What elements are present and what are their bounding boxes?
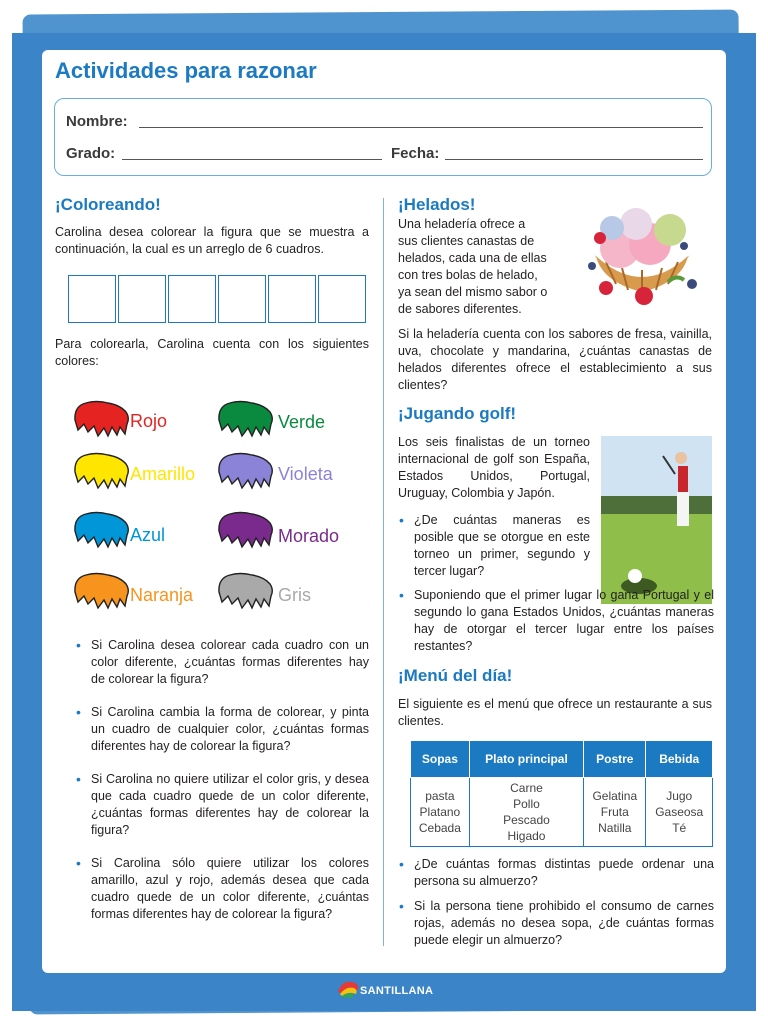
- square: [318, 275, 366, 323]
- menu-col-header: Sopas: [411, 741, 470, 778]
- golf-intro: Los seis finalistas de un torneo internacional de golf son España, Estados Unidos, Portugal, Uruguay, Colombia y Japón.: [398, 435, 590, 500]
- square: [218, 275, 266, 323]
- square: [168, 275, 216, 323]
- ice-cream-basket-image: [572, 200, 712, 312]
- color-swatch-verde: [216, 400, 274, 438]
- santillana-logo-icon: [336, 976, 362, 1000]
- color-label-azul: Azul: [130, 525, 166, 545]
- color-swatch-violeta: [216, 452, 274, 490]
- color-swatch-amarillo: [72, 452, 130, 490]
- square: [268, 275, 316, 323]
- color-label-naranja: Naranja: [130, 585, 194, 605]
- nombre-field[interactable]: [139, 127, 703, 128]
- color-swatch-gris: [216, 572, 274, 610]
- square: [68, 275, 116, 323]
- list-item: • Si la persona tiene prohibido el consumo de carnes rojas, además no desea sopa, ¿de cuántas formas puede elegir un almuerzo?: [399, 898, 714, 947]
- menu-cell: pasta Platano Cebada: [411, 778, 470, 847]
- list-item: • ¿De cuántas maneras es posible que se otorgue en este torneo un primer, segundo y tercer lugar?: [399, 512, 590, 578]
- list-item: • Si Carolina desea colorear cada cuadro con un color diferente, ¿cuántas formas diferentes hay de colorear la figura?: [76, 637, 369, 686]
- list-item: • Si Carolina no quiere utilizar el color gris, y desea que cada cuadro quede de un color diferente, ¿cuántas formas diferentes hay de colorear la figura?: [76, 771, 369, 837]
- menu-questions: [398, 856, 714, 949]
- menu-col-header: Plato principal: [469, 741, 583, 778]
- grado-label: Grado:: [66, 145, 116, 162]
- color-label-rojo: Rojo: [130, 411, 168, 431]
- menu-cell: Carne Pollo Pescado Higado: [469, 778, 583, 847]
- golf-heading: ¡Jugando golf!: [398, 404, 517, 423]
- helados-heading: ¡Helados!: [398, 195, 476, 214]
- color-label-violeta: Violeta: [278, 464, 333, 484]
- color-label-amarillo: Amarillo: [130, 464, 196, 484]
- helados-question: Si la heladería cuenta con los sabores de fresa, vainilla, uva, chocolate y mandarina, ¿cuántas canastas de helados diferentes ofrece el establecimiento a sus clientes?: [398, 327, 712, 392]
- colors-intro: Para colorearla, Carolina cuenta con los siguientes colores:: [55, 337, 369, 368]
- fecha-label: Fecha:: [391, 145, 440, 162]
- color-label-gris: Gris: [278, 585, 311, 605]
- coloreando-heading: ¡Coloreando!: [55, 195, 161, 214]
- list-item: • ¿De cuántas formas distintas puede ordenar una persona su almuerzo?: [399, 856, 714, 888]
- nombre-label: Nombre:: [66, 113, 128, 130]
- golf-q1-list: [398, 512, 590, 580]
- menu-intro: El siguiente es el menú que ofrece un restaurante a sus clientes.: [398, 697, 712, 728]
- fecha-field[interactable]: [445, 159, 703, 160]
- grado-field[interactable]: [122, 159, 382, 160]
- column-divider: [383, 198, 384, 946]
- menu-table: [410, 740, 713, 847]
- list-item: • Suponiendo que el primer lugar lo gana Portugal y el segundo lo gana Estados Unidos, ¿cuántas maneras hay de otorgar el tercer lugar entre los países restantes?: [399, 587, 714, 653]
- coloreando-questions: [75, 637, 369, 923]
- brand-name: SANTILLANA: [360, 985, 434, 997]
- color-label-morado: Morado: [278, 526, 340, 546]
- six-squares-figure: [68, 275, 368, 323]
- color-swatch-naranja: [72, 572, 130, 610]
- color-swatch-azul: [72, 511, 130, 549]
- color-swatch-rojo: [72, 400, 130, 438]
- golf-q2-list: [398, 587, 714, 655]
- menu-col-header: Bebida: [646, 741, 713, 778]
- menu-col-header: Postre: [584, 741, 646, 778]
- student-info-box: [54, 98, 712, 176]
- golf-photo: [601, 436, 712, 604]
- menu-heading: ¡Menú del día!: [398, 666, 513, 685]
- list-item: • Si Carolina sólo quiere utilizar los colores amarillo, azul y rojo, además desea que cada cuadro quede de un color diferente, ¿cuántas formas diferentes hay de colorear la figura?: [76, 855, 369, 921]
- menu-cell: Gelatina Fruta Natilla: [584, 778, 646, 847]
- list-item: • Si Carolina cambia la forma de colorear, y pinta un cuadro de cualquier color, ¿cuántas formas diferentes hay de colorear la figura?: [76, 704, 369, 753]
- page-title: Actividades para razonar: [55, 58, 317, 83]
- coloreando-intro: Carolina desea colorear la figura que se muestra a continuación, la cual es un arreglo de 6 cuadros.: [55, 225, 369, 256]
- helados-intro: Una heladería ofrece a sus clientes canastas de helados, cada una de ellas con tres bolas de helado, ya sean del mismo sabor o de sabores diferentes.: [398, 217, 548, 316]
- square: [118, 275, 166, 323]
- color-label-verde: Verde: [278, 412, 326, 432]
- color-swatch-morado: [216, 511, 274, 549]
- menu-cell: Jugo Gaseosa Té: [646, 778, 713, 847]
